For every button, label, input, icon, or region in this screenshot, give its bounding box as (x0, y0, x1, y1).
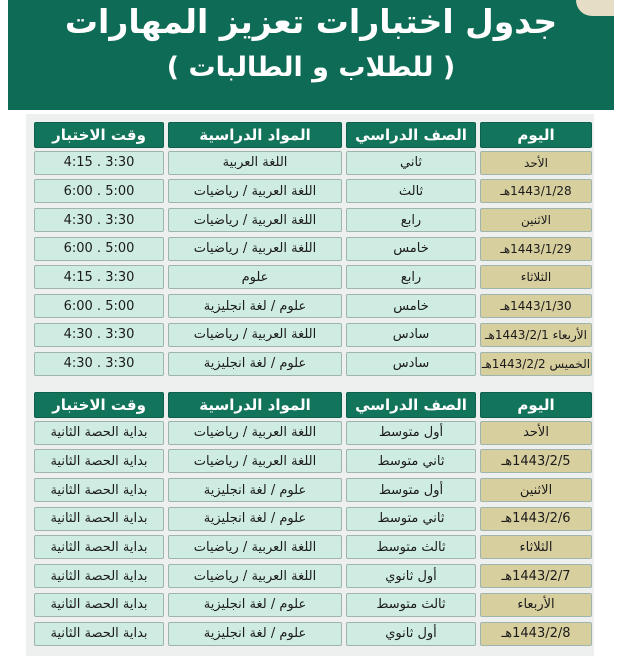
cell-subjects: اللغة العربية / رياضيات (168, 323, 342, 347)
table-header-row (34, 390, 592, 419)
cell-subjects: علوم / لغة انجليزية (168, 478, 342, 502)
header-day: اليوم (480, 392, 592, 418)
table-body (34, 419, 592, 649)
table-row (34, 350, 592, 379)
cell-grade: رابع (346, 208, 476, 232)
cell-time: 3:30 . 4:15 (34, 265, 164, 289)
cell-subjects: علوم / لغة انجليزية (168, 294, 342, 318)
table-row (34, 476, 592, 505)
header-subjects: المواد الدراسية (168, 122, 342, 148)
cell-day: الاثنين (480, 478, 592, 502)
cell-grade: أول متوسط (346, 478, 476, 502)
cell-time: 3:30 . 4:30 (34, 352, 164, 376)
title-banner (8, 0, 614, 110)
cell-time: 5:00 . 6:00 (34, 237, 164, 261)
cell-day: الاثنين (480, 208, 592, 232)
cell-grade: أول ثانوي (346, 564, 476, 588)
cell-day: الأحد (480, 421, 592, 445)
cell-subjects: اللغة العربية / رياضيات (168, 535, 342, 559)
table-row (34, 177, 592, 206)
cell-grade: سادس (346, 352, 476, 376)
cell-subjects: علوم / لغة انجليزية (168, 593, 342, 617)
cell-grade: ثالث (346, 179, 476, 203)
table-row (34, 620, 592, 649)
cell-day: 1443/2/7هـ (480, 564, 592, 588)
cell-grade: أول ثانوي (346, 622, 476, 646)
cell-time: بداية الحصة الثانية (34, 535, 164, 559)
cell-grade: خامس (346, 294, 476, 318)
cell-grade: ثاني متوسط (346, 449, 476, 473)
table-row (34, 419, 592, 448)
cell-time: بداية الحصة الثانية (34, 593, 164, 617)
cell-time: بداية الحصة الثانية (34, 449, 164, 473)
cell-subjects: علوم (168, 265, 342, 289)
table-row (34, 533, 592, 562)
table-row (34, 505, 592, 534)
table-row (34, 562, 592, 591)
cell-subjects: اللغة العربية / رياضيات (168, 208, 342, 232)
table-row (34, 149, 592, 178)
table-row (34, 206, 592, 235)
cell-time: 3:30 . 4:30 (34, 323, 164, 347)
cell-day: الأربعاء 1443/2/1هـ (480, 323, 592, 347)
schedule-table-1 (34, 120, 592, 378)
cell-grade: أول متوسط (346, 421, 476, 445)
cell-time: بداية الحصة الثانية (34, 507, 164, 531)
cell-subjects: علوم / لغة انجليزية (168, 622, 342, 646)
cell-grade: ثاني (346, 151, 476, 175)
header-time: وقت الاختبار (34, 392, 164, 418)
header-grade: الصف الدراسي (346, 392, 476, 418)
table-row (34, 321, 592, 350)
cell-day: الثلاثاء (480, 535, 592, 559)
cell-time: 3:30 . 4:30 (34, 208, 164, 232)
cell-grade: ثاني متوسط (346, 507, 476, 531)
table-row (34, 263, 592, 292)
cell-time: 3:30 . 4:15 (34, 151, 164, 175)
cell-day: الأحد (480, 151, 592, 175)
cell-grade: سادس (346, 323, 476, 347)
cell-subjects: اللغة العربية / رياضيات (168, 564, 342, 588)
cell-day: 1443/1/28هـ (480, 179, 592, 203)
cell-day: 1443/2/8هـ (480, 622, 592, 646)
cell-grade: ثالث متوسط (346, 593, 476, 617)
cell-time: بداية الحصة الثانية (34, 421, 164, 445)
cell-day: 1443/2/5هـ (480, 449, 592, 473)
cell-time: 5:00 . 6:00 (34, 179, 164, 203)
page-subtitle: ( للطلاب و الطالبات ) (166, 52, 456, 83)
cell-time: بداية الحصة الثانية (34, 478, 164, 502)
cell-subjects: اللغة العربية / رياضيات (168, 421, 342, 445)
cell-day: 1443/1/30هـ (480, 294, 592, 318)
table-row (34, 292, 592, 321)
table-row (34, 591, 592, 620)
cell-day: الثلاثاء (480, 265, 592, 289)
cell-day: الأربعاء (480, 593, 592, 617)
schedule-table-2 (34, 390, 592, 648)
cell-subjects: اللغة العربية (168, 151, 342, 175)
cell-grade: خامس (346, 237, 476, 261)
header-subjects: المواد الدراسية (168, 392, 342, 418)
header-time: وقت الاختبار (34, 122, 164, 148)
cell-day: 1443/2/6هـ (480, 507, 592, 531)
cell-day: الخميس 1443/2/2هـ (480, 352, 592, 376)
cell-time: بداية الحصة الثانية (34, 564, 164, 588)
header-grade: الصف الدراسي (346, 122, 476, 148)
page-title: جدول اختبارات تعزيز المهارات (64, 2, 558, 41)
cell-grade: ثالث متوسط (346, 535, 476, 559)
cell-subjects: اللغة العربية / رياضيات (168, 449, 342, 473)
cell-grade: رابع (346, 265, 476, 289)
cell-subjects: علوم / لغة انجليزية (168, 352, 342, 376)
table-row (34, 235, 592, 264)
cell-time: 5:00 . 6:00 (34, 294, 164, 318)
cell-subjects: علوم / لغة انجليزية (168, 507, 342, 531)
table-body (34, 149, 592, 379)
header-day: اليوم (480, 122, 592, 148)
table-header-row (34, 120, 592, 149)
cell-subjects: اللغة العربية / رياضيات (168, 237, 342, 261)
cell-day: 1443/1/29هـ (480, 237, 592, 261)
table-row (34, 447, 592, 476)
cell-subjects: اللغة العربية / رياضيات (168, 179, 342, 203)
cell-time: بداية الحصة الثانية (34, 622, 164, 646)
